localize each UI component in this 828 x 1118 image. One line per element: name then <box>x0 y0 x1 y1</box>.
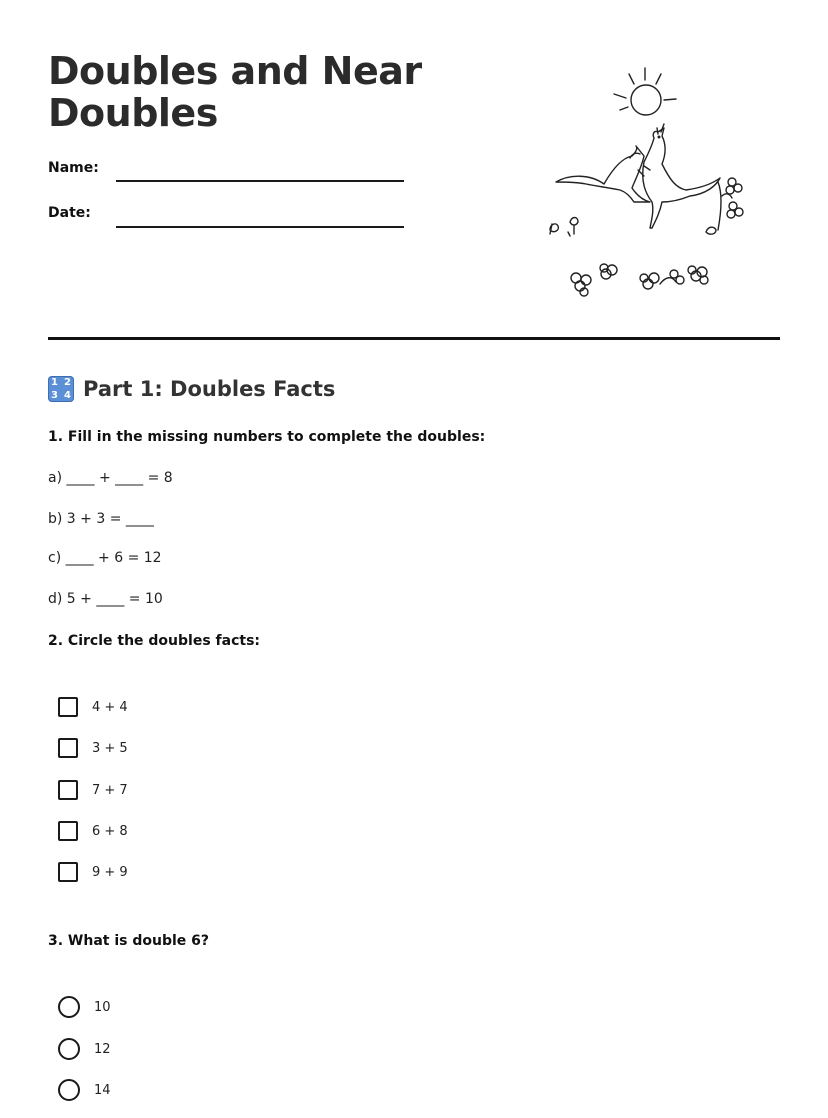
question-2-title: 2. Circle the doubles facts: <box>48 633 260 649</box>
question-3-option[interactable] <box>58 1037 111 1061</box>
date-label: Date: <box>48 205 91 221</box>
question-3-title: 3. What is double 6? <box>48 933 210 949</box>
sun-icon <box>614 68 676 115</box>
checkbox[interactable] <box>58 738 78 758</box>
name-label: Name: <box>48 160 99 176</box>
plant-icon <box>550 218 578 237</box>
kangaroo-illustration <box>540 62 760 312</box>
option-label: 6 + 8 <box>92 823 128 839</box>
name-line[interactable] <box>116 180 404 182</box>
checkbox[interactable] <box>58 697 78 717</box>
radio-button[interactable] <box>58 996 80 1018</box>
question-3-option[interactable] <box>58 1078 111 1102</box>
part1-header <box>48 374 335 404</box>
question-2-option[interactable] <box>58 695 128 719</box>
option-label: 9 + 9 <box>92 864 128 880</box>
question-2-option[interactable] <box>58 819 128 843</box>
question-1-item-d: d) 5 + ____ = 10 <box>48 591 163 607</box>
question-2-option[interactable] <box>58 778 128 802</box>
checkbox[interactable] <box>58 821 78 841</box>
checkbox[interactable] <box>58 780 78 800</box>
kangaroo-icon <box>556 124 720 228</box>
question-1-item-a: a) ____ + ____ = 8 <box>48 470 173 486</box>
question-3-option[interactable] <box>58 995 111 1019</box>
question-2-option[interactable] <box>58 736 128 760</box>
option-label: 3 + 5 <box>92 740 128 756</box>
radio-button[interactable] <box>58 1079 80 1101</box>
question-1-item-b: b) 3 + 3 = ____ <box>48 511 154 527</box>
input-numbers-icon: 1 2 3 4 <box>48 376 74 402</box>
option-label: 7 + 7 <box>92 782 128 798</box>
flower-icon <box>706 178 743 234</box>
option-label: 4 + 4 <box>92 699 128 715</box>
worksheet-title: Doubles and Near Doubles <box>48 49 422 135</box>
option-label: 10 <box>94 999 111 1015</box>
radio-button[interactable] <box>58 1038 80 1060</box>
option-label: 12 <box>94 1041 111 1057</box>
date-line[interactable] <box>116 226 404 228</box>
option-label: 14 <box>94 1082 111 1098</box>
checkbox[interactable] <box>58 862 78 882</box>
question-1-item-c: c) ____ + 6 = 12 <box>48 550 162 566</box>
part1-title: Part 1: Doubles Facts <box>83 377 336 401</box>
section-divider <box>48 337 780 340</box>
question-2-option[interactable] <box>58 860 128 884</box>
flowers-icon <box>571 264 708 296</box>
question-1-title: 1. Fill in the missing numbers to complete the doubles: <box>48 429 486 445</box>
